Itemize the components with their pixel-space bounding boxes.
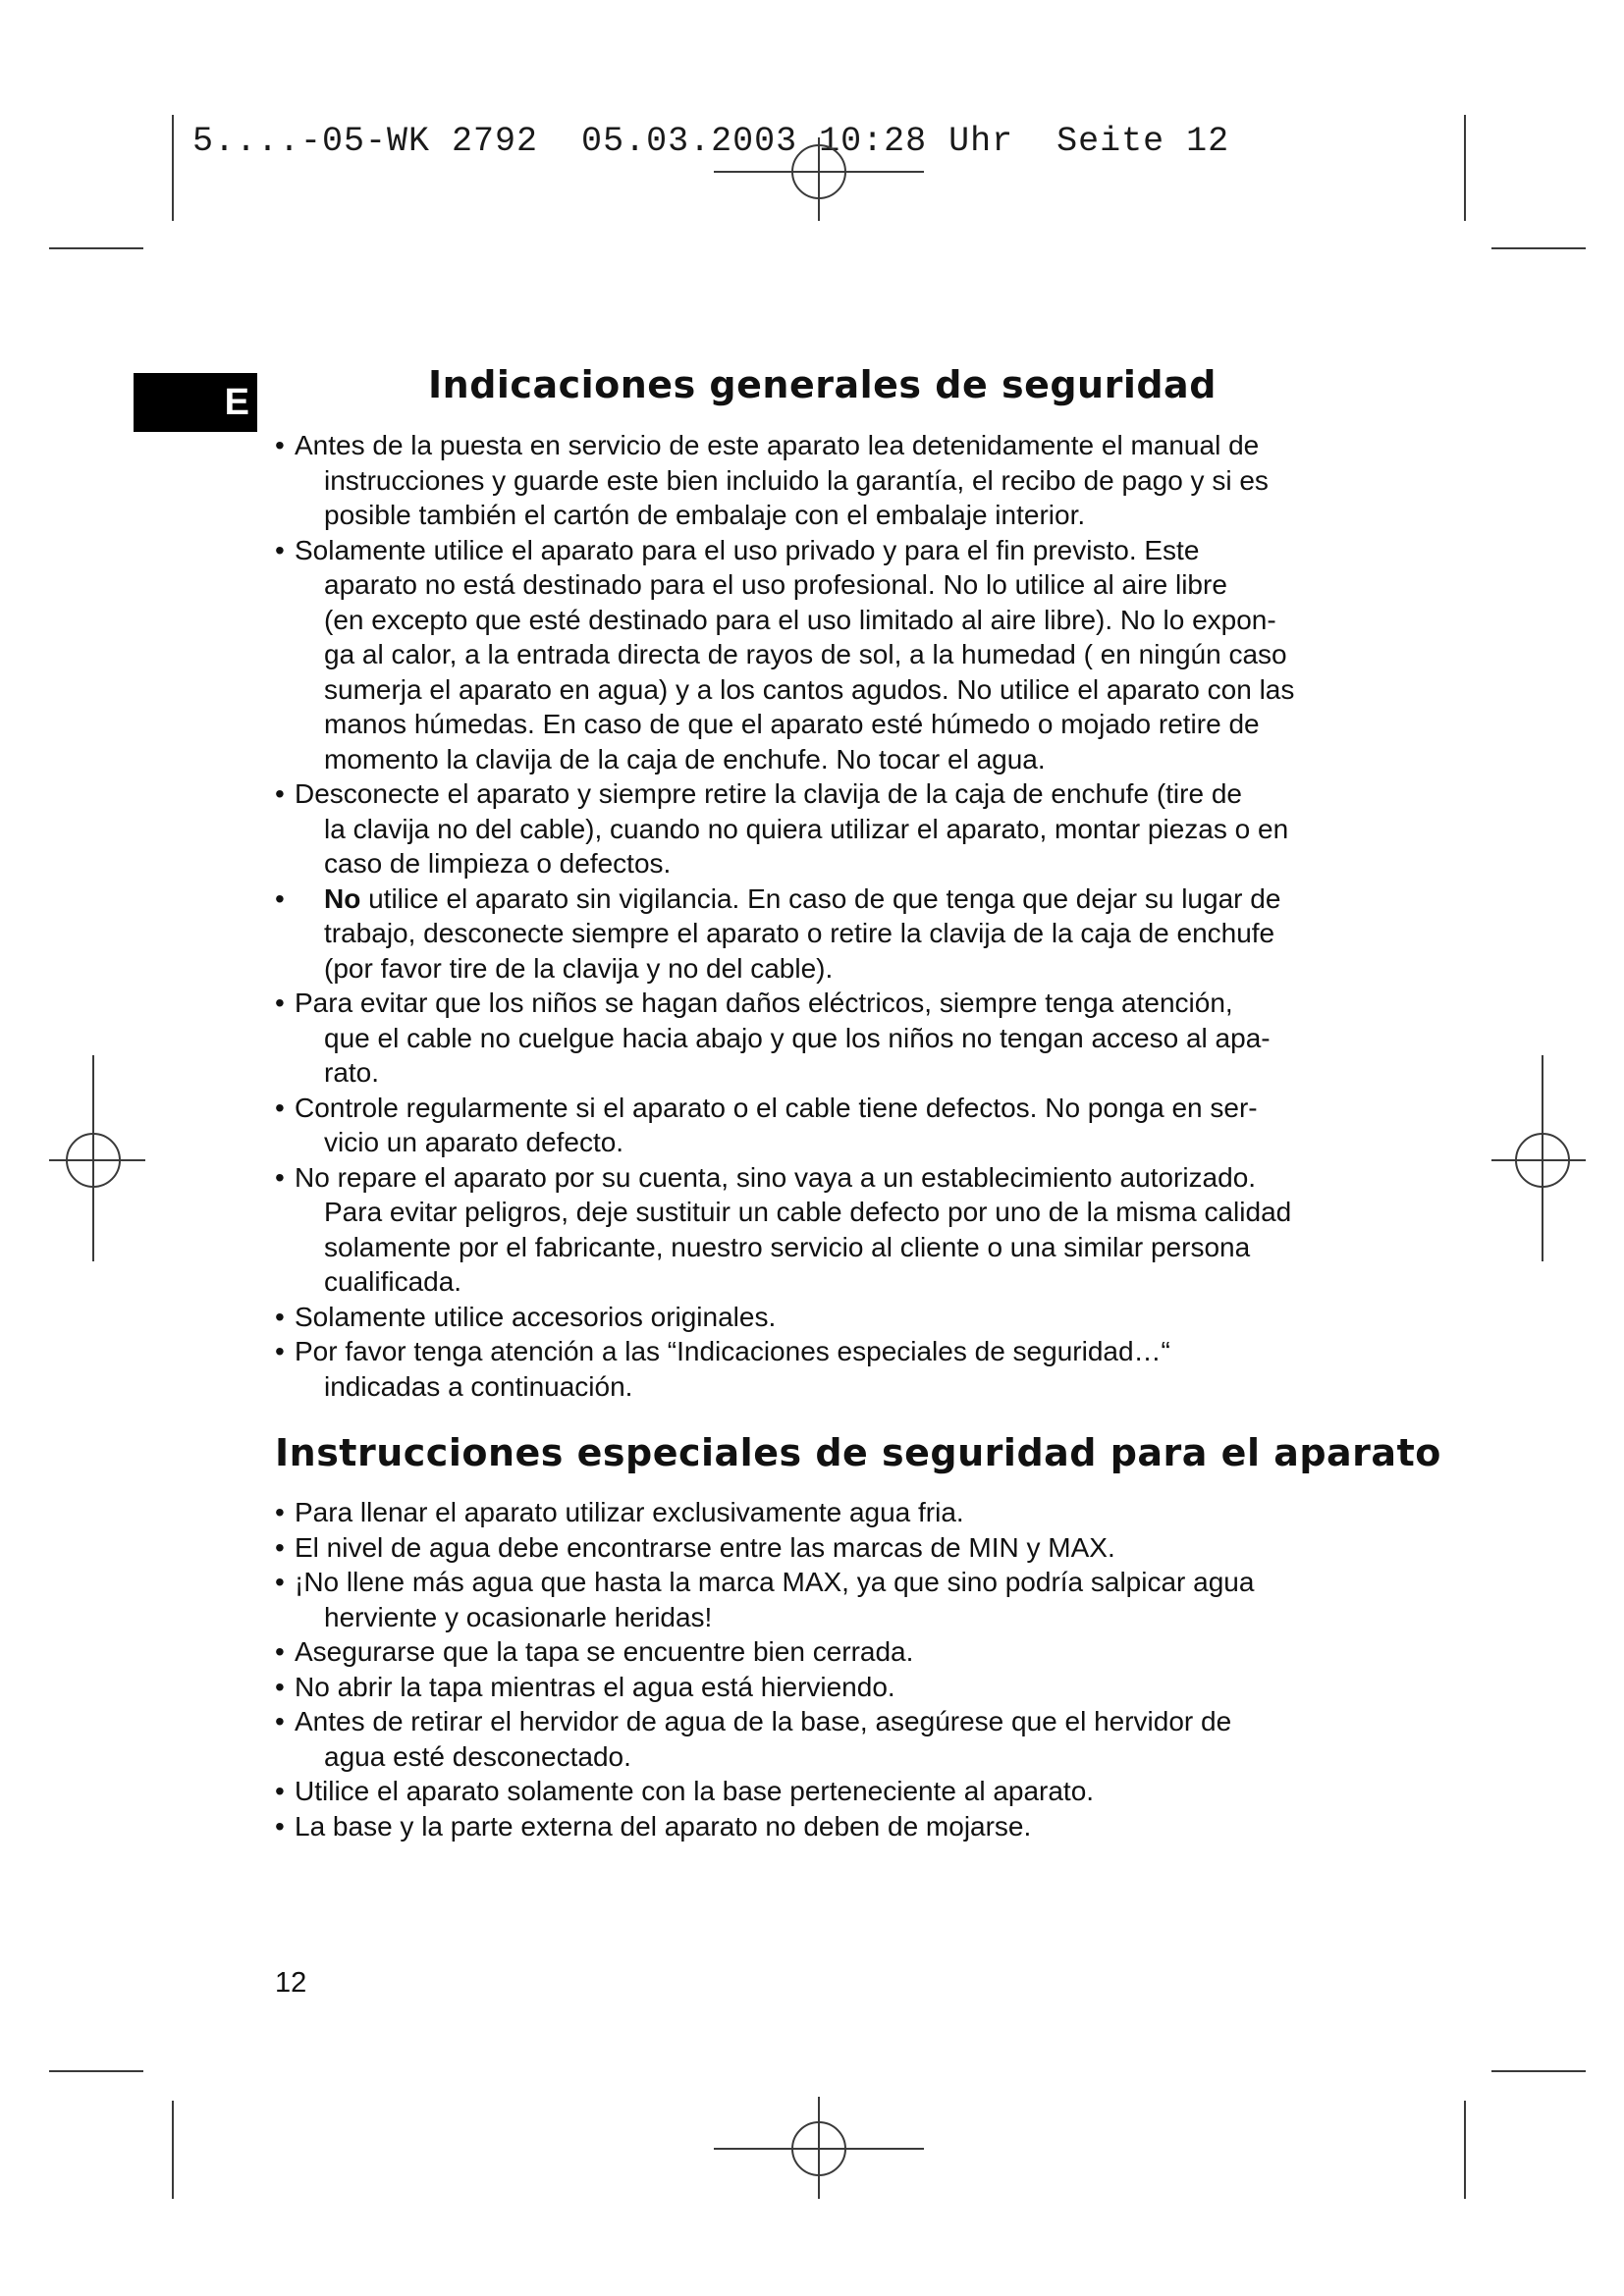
list-item (275, 1809, 1384, 1844)
list-item (275, 1495, 1384, 1530)
list-item-line: • Solamente utilice el aparato para el uso privado y para el fin previsto. Este (295, 534, 1200, 565)
list-item-line: • Solamente utilice accesorios originales. (295, 1301, 777, 1332)
list-item (275, 1670, 1384, 1705)
list-item (275, 986, 1384, 1091)
registration-mark-left (49, 1055, 145, 1261)
list-item-line: • La base y la parte externa del aparato no deben de mojarse. (295, 1810, 1032, 1842)
registration-mark-bottom (714, 2097, 924, 2199)
list-item (275, 1160, 1384, 1300)
list-item-line: caso de limpieza o defectos. (324, 848, 672, 879)
list-item (275, 1300, 1384, 1335)
list-item (275, 1091, 1384, 1160)
list-item-line: herviente y ocasionarle heridas! (324, 1601, 713, 1632)
list-item-line: solamente por el fabricante, nuestro servicio al cliente o una similar persona (324, 1231, 1251, 1262)
list-item-line: • ¡No llene más agua que hasta la marca MAX, ya que sino podría salpicar agua (295, 1567, 1255, 1597)
list-item (275, 881, 1384, 987)
list-item-line: • Por favor tenga atención a las “Indicaciones especiales de seguridad…“ (295, 1336, 1170, 1366)
list-item-line: indicadas a continuación. (324, 1370, 633, 1402)
page-number: 12 (275, 1967, 307, 1999)
list-item-line: • Asegurarse que la tapa se encuentre bien cerrada. (295, 1636, 914, 1667)
registration-mark-right (1491, 1055, 1586, 1261)
list-item-line: • Antes de la puesta en servicio de este aparato lea detenidamente el manual de (295, 430, 1260, 460)
list-item (275, 1530, 1384, 1566)
list-item-line: • Controle regularmente si el aparato o el cable tiene defectos. No ponga en ser- (295, 1092, 1258, 1123)
section-title-general-safety: Indicaciones generales de seguridad (428, 363, 1217, 406)
list-item-line: • Antes de retirar el hervidor de agua de la base, asegúrese que el hervidor de (295, 1706, 1232, 1736)
special-safety-list (275, 1495, 1384, 1843)
list-item-line: la clavija no del cable), cuando no quiera utilizar el aparato, montar piezas o en (324, 813, 1289, 844)
list-item-line: (en excepto que esté destinado para el uso limitado al aire libre). No lo expon- (324, 604, 1276, 635)
list-item-line: cualificada. (324, 1266, 462, 1297)
list-item-line: posible también el cartón de embalaje con el embalaje interior. (324, 500, 1086, 530)
list-item-line: (por favor tire de la clavija y no del cable). (324, 952, 834, 984)
list-item-line: rato. (324, 1057, 380, 1088)
list-item-line: sumerja el aparato en agua) y a los cantos agudos. No utilice el aparato con las (324, 673, 1295, 705)
section-title-special-safety: Instrucciones especiales de seguridad para el aparato (275, 1431, 1441, 1474)
language-tab: E (134, 373, 257, 432)
list-item-line: • Para llenar el aparato utilizar exclusivamente agua fria. (295, 1497, 964, 1527)
list-item-line: Para evitar peligros, deje sustituir un cable defecto por uno de la misma calidad (324, 1197, 1292, 1227)
list-item-line: • El nivel de agua debe encontrarse entre las marcas de MIN y MAX. (295, 1531, 1115, 1563)
list-item-line: ga al calor, a la entrada directa de rayos de sol, a la humedad ( en ningún caso (324, 639, 1287, 669)
list-item (275, 776, 1384, 881)
list-item-line: que el cable no cuelgue hacia abajo y que los niños no tengan acceso al apa- (324, 1022, 1271, 1053)
list-item-line: momento la clavija de la caja de enchufe. No tocar el agua. (324, 743, 1046, 774)
list-item-line: • No abrir la tapa mientras el agua está hierviendo. (295, 1671, 895, 1702)
list-item (275, 1774, 1384, 1809)
list-item-line: vicio un aparato defecto. (324, 1127, 624, 1157)
list-item (275, 1334, 1384, 1404)
list-item-line: instrucciones y guarde este bien incluido la garantía, el recibo de pago y si es (324, 464, 1269, 496)
list-item-line: aparato no está destinado para el uso profesional. No lo utilice al aire libre (324, 569, 1227, 600)
list-item (275, 1704, 1384, 1774)
list-item-line: • Para evitar que los niños se hagan daños eléctricos, siempre tenga atención, (295, 988, 1233, 1018)
list-item (275, 428, 1384, 533)
list-item-line: agua esté desconectado. (324, 1740, 631, 1772)
list-item-line: • Utilice el aparato solamente con la base perteneciente al aparato. (295, 1776, 1095, 1806)
list-item-line (324, 881, 1384, 917)
list-item-line: • Desconecte el aparato y siempre retire la clavija de la caja de enchufe (tire de (295, 778, 1242, 809)
list-item-line: trabajo, desconecte siempre el aparato o retire la clavija de la caja de enchufe (324, 918, 1275, 948)
registration-mark-top (714, 137, 924, 221)
emphasis-word: No (324, 882, 361, 914)
list-item (275, 1634, 1384, 1670)
list-item (275, 1565, 1384, 1634)
general-safety-list (275, 428, 1384, 1404)
list-item (275, 533, 1384, 777)
print-header: 5....-05-WK 2792 05.03.2003 10:28 Uhr Seite 12 (192, 122, 1230, 161)
list-item-text: utilice el aparato sin vigilancia. En caso de que tenga que dejar su lugar de (360, 882, 1281, 914)
list-item-line: • No repare el aparato por su cuenta, sino vaya a un establecimiento autorizado. (295, 1161, 1257, 1193)
list-item-line: manos húmedas. En caso de que el aparato esté húmedo o mojado retire de (324, 709, 1260, 739)
